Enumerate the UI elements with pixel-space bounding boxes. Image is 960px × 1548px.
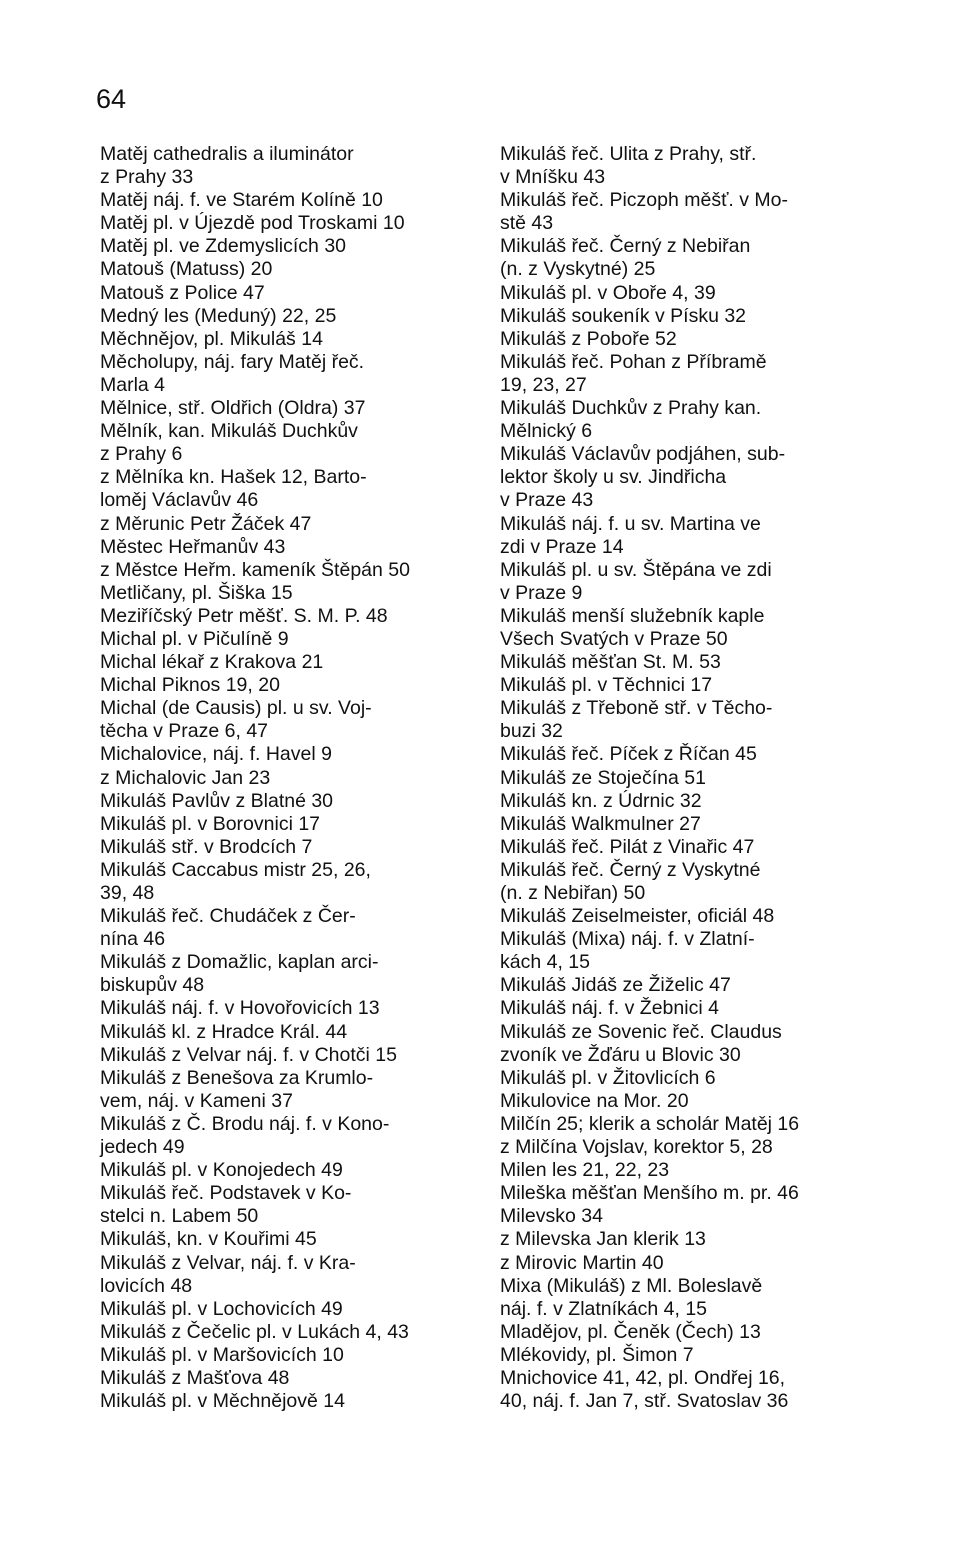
index-entry-line: z Mirovic Martin 40 <box>500 1251 664 1274</box>
index-entry-line: Měchnějov, pl. Mikuláš 14 <box>100 327 323 350</box>
index-entry <box>500 282 884 305</box>
index-entry-line: Mělník, kan. Mikuláš Duchkův <box>100 420 358 443</box>
index-entry-line: Mikuláš řeč. Chudáček z Čer- <box>100 905 356 928</box>
index-entry-continuation: těcha v Praze 6, 47 <box>100 720 269 743</box>
index-entry-line: Meziříčský Petr měšť. S. M. P. 48 <box>100 604 388 627</box>
index-entry-line: Mikuláš soukeník v Písku 32 <box>500 304 747 327</box>
index-entry-line: Mixa (Mikuláš) z Ml. Boleslavě <box>500 1274 763 1297</box>
index-entry <box>100 697 478 743</box>
index-entry <box>100 258 478 281</box>
index-entry-line: Matěj pl. ve Zdemyslicích 30 <box>100 235 347 258</box>
index-entry-line: Michal (de Causis) pl. u sv. Voj- <box>100 697 372 720</box>
index-entry-line: Mikuláš Duchkův z Prahy kan. <box>500 397 762 420</box>
index-entry <box>500 974 884 997</box>
index-entry <box>500 1367 884 1413</box>
index-entry <box>500 905 884 928</box>
index-entry-line: Matěj náj. f. ve Starém Kolíně 10 <box>100 189 383 212</box>
index-entry-line: Mikuláš Caccabus mistr 25, 26, <box>100 858 371 881</box>
index-entry-line: Mikuláš pl. v Borovnici 17 <box>100 812 321 835</box>
index-entry-line: z Mělníka kn. Hašek 12, Barto- <box>100 466 367 489</box>
index-entry <box>500 1067 884 1090</box>
index-entry-line: Mikuláš řeč. Pohan z Příbramě <box>500 350 767 373</box>
index-entry <box>100 143 478 189</box>
index-entry <box>500 1344 884 1367</box>
index-entry-continuation: zdi v Praze 14 <box>500 535 624 558</box>
index-entry <box>100 674 478 697</box>
index-entry <box>500 836 884 859</box>
index-entry <box>100 513 478 536</box>
index-entry <box>100 536 478 559</box>
index-entry-line: Mikuláš Jidáš ze Žiželic 47 <box>500 974 731 997</box>
index-entry <box>100 582 478 605</box>
index-entry <box>100 189 478 212</box>
index-entry <box>500 443 884 512</box>
index-entry-line: Mikuláš řeč. Píček z Říčan 45 <box>500 743 757 766</box>
index-entry <box>500 813 884 836</box>
index-entry <box>500 189 884 235</box>
index-entry-line: Michal pl. v Pičulíně 9 <box>100 627 289 650</box>
index-entry-line: Měcholupy, náj. fary Matěj řeč. <box>100 350 365 373</box>
index-entry <box>100 282 478 305</box>
index-entry-line: z Městce Heřm. kameník Štěpán 50 <box>100 558 410 581</box>
index-entry-continuation: v Praze 9 <box>500 581 583 604</box>
index-entry-continuation: Marla 4 <box>100 373 166 396</box>
index-entry-continuation: buzi 32 <box>500 720 563 743</box>
index-entry-continuation: 39, 48 <box>100 882 155 904</box>
index-entry-line: Mikuláš Pavlův z Blatné 30 <box>100 789 334 812</box>
index-entry-line: Metličany, pl. Šiška 15 <box>100 581 293 604</box>
index-entry-line: Mikuláš řeč. Černý z Nebiřan <box>500 235 751 258</box>
index-entry <box>100 1067 478 1113</box>
index-entry-line: Mikuláš z Benešova za Krumlo- <box>100 1066 374 1089</box>
index-entry <box>100 305 478 328</box>
index-entry <box>100 351 478 397</box>
index-entry <box>500 1159 884 1182</box>
index-entry-line: Milčín 25; klerik a scholár Matěj 16 <box>500 1112 800 1135</box>
index-entry-line: Mikuláš Václavův podjáhen, sub- <box>500 443 786 466</box>
index-entry-continuation: 40, náj. f. Jan 7, stř. Svatoslav 36 <box>500 1390 789 1413</box>
index-entry-line: Michalovice, náj. f. Havel 9 <box>100 743 332 766</box>
index-entry-line: Mikulovice na Mor. 20 <box>500 1089 689 1112</box>
index-entry <box>500 605 884 651</box>
index-entry-continuation: lektor školy u sv. Jindřicha <box>500 466 727 489</box>
index-entry-continuation: (n. z Vyskytné) 25 <box>500 258 656 281</box>
index-entry <box>100 790 478 813</box>
index-entry <box>100 1182 478 1228</box>
index-entry-line: Matěj cathedralis a iluminátor <box>100 143 354 165</box>
index-entry <box>500 397 884 443</box>
index-entry <box>500 1182 884 1205</box>
index-entry-line: Mikuláš řeč. Podstavek v Ko- <box>100 1182 352 1205</box>
index-entry <box>100 605 478 628</box>
index-entry <box>500 513 884 559</box>
index-entry <box>500 305 884 328</box>
index-entry <box>100 1044 478 1067</box>
index-entry <box>500 1136 884 1159</box>
index-entry-line: Mikuláš z Č. Brodu náj. f. v Kono- <box>100 1112 390 1135</box>
index-entry-line: Mikuláš, kn. v Kouřimi 45 <box>100 1228 317 1251</box>
index-entry <box>100 836 478 859</box>
index-entry <box>100 767 478 790</box>
index-entry <box>500 328 884 351</box>
index-entry <box>500 697 884 743</box>
index-entry <box>100 628 478 651</box>
index-entry-continuation: 19, 23, 27 <box>500 373 587 396</box>
index-entry-line: Mikuláš kl. z Hradce Král. 44 <box>100 1020 348 1043</box>
index-entry-line: Mileška měšťan Menšího m. pr. 46 <box>500 1182 799 1205</box>
index-entry-continuation: v Praze 43 <box>500 489 594 512</box>
index-entry-line: Mikuláš stř. v Brodcích 7 <box>100 835 313 858</box>
index-entry <box>100 859 478 905</box>
index-entry-continuation: lovicích 48 <box>100 1274 193 1297</box>
index-entry <box>500 651 884 674</box>
index-entry-line: Mikuláš náj. f. v Hovořovicích 13 <box>100 997 380 1020</box>
index-entry-continuation: nína 46 <box>100 928 166 951</box>
index-entry-line: Mladějov, pl. Čeněk (Čech) 13 <box>500 1320 761 1343</box>
index-entry-continuation: zvoník ve Žďáru u Blovic 30 <box>500 1043 741 1066</box>
page-number: 64 <box>96 84 127 114</box>
index-entry <box>500 767 884 790</box>
index-entry <box>100 1021 478 1044</box>
index-entry-line: Mikuláš z Mašťova 48 <box>100 1366 290 1389</box>
index-entry-line: Milevsko 34 <box>500 1205 603 1228</box>
index-entry-line: Mikuláš náj. f. v Žebnici 4 <box>500 997 719 1020</box>
index-entry <box>100 559 478 582</box>
index-entry <box>500 928 884 974</box>
index-entry-line: Matouš z Police 47 <box>100 281 265 304</box>
index-entry <box>500 743 884 766</box>
index-entry-line: Městec Heřmanův 43 <box>100 535 286 558</box>
index-entry-continuation: v Mníšku 43 <box>500 166 606 189</box>
index-entry <box>500 1321 884 1344</box>
index-entry <box>100 743 478 766</box>
index-entry-line: Mikuláš pl. v Lochovicích 49 <box>100 1297 343 1320</box>
index-entry-line: Mikuláš pl. v Maršovicích 10 <box>100 1343 344 1366</box>
index-entry-line: Mikuláš pl. v Těchnici 17 <box>500 674 713 697</box>
index-entry <box>100 813 478 836</box>
index-entry <box>100 1252 478 1298</box>
index-entry-line: Milen les 21, 22, 23 <box>500 1159 670 1182</box>
index-entry-continuation: Mělnický 6 <box>500 420 593 443</box>
index-entry <box>500 859 884 905</box>
index-entry-line: z Michalovic Jan 23 <box>100 766 271 789</box>
index-entry <box>500 351 884 397</box>
index-entry <box>500 559 884 605</box>
index-entry-line: Mikuláš z Domažlic, kaplan arci- <box>100 951 379 974</box>
index-entry-line: Matěj pl. v Újezdě pod Troskami 10 <box>100 212 405 235</box>
index-entry <box>500 1021 884 1067</box>
index-entry <box>500 790 884 813</box>
index-entry-continuation: stě 43 <box>500 212 554 235</box>
index-entry-line: Medný les (Meduný) 22, 25 <box>100 304 337 327</box>
index-entry-line: Mikuláš náj. f. u sv. Martina ve <box>500 512 761 535</box>
index-entry-line: Mikuláš pl. v Měchnějově 14 <box>100 1390 345 1413</box>
index-entry <box>100 1228 478 1251</box>
index-entry <box>100 212 478 235</box>
index-entry <box>500 143 884 189</box>
index-entry-line: Mikuláš řeč. Piczoph měšť. v Mo- <box>500 189 788 212</box>
index-entry-line: Mikuláš ze Sovenic řeč. Claudus <box>500 1020 782 1043</box>
index-entry-continuation: vem, náj. v Kameni 37 <box>100 1089 293 1112</box>
index-entry <box>100 1298 478 1321</box>
index-entry <box>100 1321 478 1344</box>
index-entry-line: Mikuláš pl. u sv. Štěpána ve zdi <box>500 558 772 581</box>
index-entry-line: Mělnice, stř. Oldřich (Oldra) 37 <box>100 397 366 420</box>
index-entry-line: Matouš (Matuss) 20 <box>100 258 273 281</box>
index-entry <box>500 235 884 281</box>
index-entry-line: Mikuláš kn. z Údrnic 32 <box>500 789 702 812</box>
index-entry-continuation: jedech 49 <box>100 1136 185 1159</box>
index-entry-line: Mikuláš Walkmulner 27 <box>500 812 701 835</box>
index-entry <box>100 1113 478 1159</box>
index-entry-line: Mikuláš pl. v Oboře 4, 39 <box>500 281 716 304</box>
index-entry-line: Mikuláš menší služebník kaple <box>500 604 765 627</box>
index-entry-line: Mikuláš z Třeboně stř. v Těcho- <box>500 697 773 720</box>
index-entry-line: Mikuláš řeč. Černý z Vyskytné <box>500 858 761 881</box>
index-column-left <box>100 143 478 1413</box>
index-entry-continuation: Všech Svatých v Praze 50 <box>500 627 728 650</box>
index-entry-line: Mikuláš z Velvar, náj. f. v Kra- <box>100 1251 356 1274</box>
index-entry <box>500 1205 884 1228</box>
index-entry-line: Mikuláš měšťan St. M. 53 <box>500 651 721 674</box>
index-entry-line: Mikuláš pl. v Žitovlicích 6 <box>500 1066 716 1089</box>
index-entry-continuation: kách 4, 15 <box>500 951 590 974</box>
index-entry <box>500 1113 884 1136</box>
index-entry-line: Mlékovidy, pl. Šimon 7 <box>500 1343 694 1366</box>
index-entry-line: Mikuláš řeč. Pilát z Vinařic 47 <box>500 835 755 858</box>
index-entry <box>500 1228 884 1251</box>
index-entry-line: z Milevska Jan klerik 13 <box>500 1228 706 1251</box>
index-entry-line: Michal lékař z Krakova 21 <box>100 651 324 674</box>
index-entry <box>100 328 478 351</box>
index-entry-continuation: stelci n. Labem 50 <box>100 1205 259 1228</box>
index-entry-line: Mikuláš z Poboře 52 <box>500 327 677 350</box>
index-entry <box>500 1275 884 1321</box>
index-entry <box>100 1159 478 1182</box>
index-entry-line: Michal Piknos 19, 20 <box>100 674 280 697</box>
index-entry-continuation: loměj Václavův 46 <box>100 489 259 512</box>
index-entry <box>100 997 478 1020</box>
index-entry <box>500 997 884 1020</box>
index-entry-line: Mikuláš pl. v Konojedech 49 <box>100 1159 343 1182</box>
index-entry-line: z Milčína Vojslav, korektor 5, 28 <box>500 1136 773 1159</box>
index-entry-continuation: náj. f. v Zlatníkách 4, 15 <box>500 1297 708 1320</box>
index-entry <box>100 1367 478 1390</box>
index-entry <box>100 651 478 674</box>
index-entry <box>500 674 884 697</box>
index-entry-line: Mikuláš z Čečelic pl. v Lukách 4, 43 <box>100 1320 409 1343</box>
index-entry-line: Mikuláš z Velvar náj. f. v Chotči 15 <box>100 1043 397 1066</box>
index-entry-continuation: z Prahy 6 <box>100 443 183 466</box>
index-entry <box>100 235 478 258</box>
index-entry <box>100 1390 478 1413</box>
index-entry <box>100 397 478 420</box>
index-entry-continuation: biskupův 48 <box>100 974 205 997</box>
index-entry-line: Mikuláš řeč. Ulita z Prahy, stř. <box>500 143 757 165</box>
index-entry-line: Mnichovice 41, 42, pl. Ondřej 16, <box>500 1366 786 1389</box>
index-entry <box>100 1344 478 1367</box>
index-entry <box>100 951 478 997</box>
index-entry <box>500 1090 884 1113</box>
index-entry-line: Mikuláš ze Stoječína 51 <box>500 766 706 789</box>
index-entry <box>500 1252 884 1275</box>
index-entry-line: z Měrunic Petr Žáček 47 <box>100 512 312 535</box>
index-entry <box>100 420 478 466</box>
index-entry-continuation: (n. z Nebiřan) 50 <box>500 882 646 904</box>
index-entry-line: Mikuláš (Mixa) náj. f. v Zlatní- <box>500 928 755 951</box>
index-entry <box>100 466 478 512</box>
index-column-right <box>500 143 884 1413</box>
index-entry-continuation: z Prahy 33 <box>100 166 194 189</box>
index-entry <box>100 905 478 951</box>
index-entry-line: Mikuláš Zeiselmeister, oficiál 48 <box>500 905 775 928</box>
